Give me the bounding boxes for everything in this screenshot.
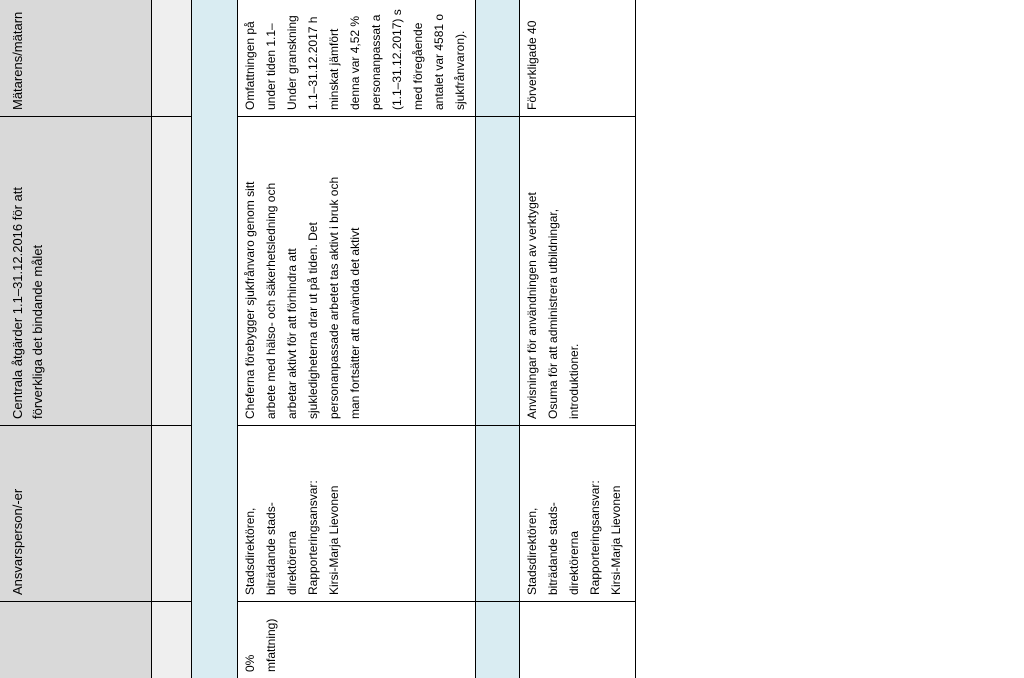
blue-row-band bbox=[476, 0, 520, 678]
header-actions: Centrala åtgärder 1.1–31.12.2016 för att förverkliga det bindande målet bbox=[10, 187, 45, 419]
row2-responsible: Stadsdirektören, biträdande stads- direktörerna Rapporteringsansvar: Kirsi-Marja Lievonen bbox=[525, 480, 623, 595]
row1-actions: Cheferna förebygger sjukfrånvaro genom sitt arbete med hälso- och säkerhetsledning och arbetar aktivt för att förhindra att sjukledigheterna drar ut på tiden. Det personanpassade arbetet tas aktivt i bruk och man fortsätter att använda det aktivt bbox=[243, 176, 362, 419]
header-responsible: Ansvarsperson/-er bbox=[10, 488, 25, 595]
row2-actions: Anvisningar för användningen av verktyget Osuma för att administrera utbildningar, introduktioner. bbox=[525, 192, 581, 419]
row2-measure: Förverkligade 40 bbox=[525, 20, 539, 110]
header-measure: Mätarens/mätarn bbox=[10, 11, 25, 110]
row1-responsible: Stadsdirektören, biträdande stads- direktörerna Rapporteringsansvar: Kirsi-Marja Lievonen bbox=[243, 480, 341, 595]
row1-measure: Omfattningen på under tiden 1.1– Under granskning 1.1–31.12.2017 h minskat jämfört denna var 4,52 % personanpassat a (1.1–31.12.2017) s med föregående antalet var 4581 o sjukfrånvaron). bbox=[243, 9, 467, 110]
blue-row-band bbox=[192, 0, 238, 678]
column-divider bbox=[0, 601, 192, 602]
row1-percentage: 0% mfattning) bbox=[243, 618, 278, 672]
spacer-row-band bbox=[152, 0, 192, 678]
